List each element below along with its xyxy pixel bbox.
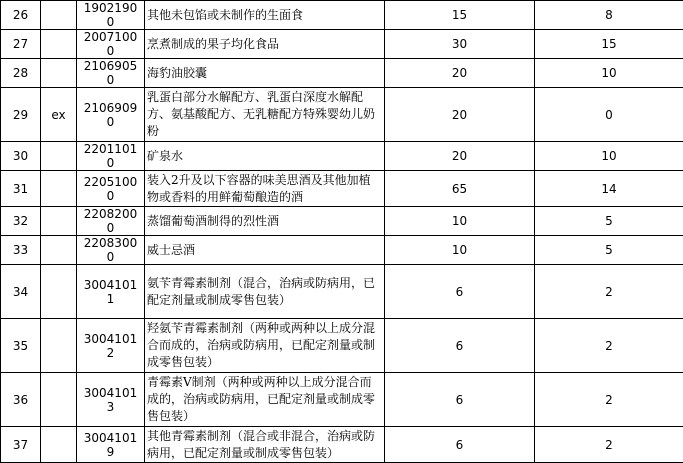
item-description: 烹煮制成的果子均化食品 [145, 30, 385, 59]
rate-new: 2 [535, 373, 683, 427]
ex-marker [41, 30, 77, 59]
rate-original: 65 [385, 171, 535, 207]
rate-new: 15 [535, 30, 683, 59]
rate-original: 15 [385, 1, 535, 30]
ex-marker [41, 427, 77, 463]
item-description: 海豹油胶囊 [145, 59, 385, 88]
rate-original: 10 [385, 207, 535, 236]
ex-marker: ex [41, 88, 77, 142]
item-description: 乳蛋白部分水解配方、乳蛋白深度水解配方、氨基酸配方、无乳糖配方特殊婴幼儿奶粉 [145, 88, 385, 142]
item-description: 威士忌酒 [145, 236, 385, 265]
rate-original: 20 [385, 142, 535, 171]
ex-marker [41, 142, 77, 171]
row-number: 28 [1, 59, 41, 88]
rate-new: 14 [535, 171, 683, 207]
row-number: 26 [1, 1, 41, 30]
item-description: 氨苄青霉素制剂（混合，治病或防病用，已配定剂量或制成零售包装） [145, 265, 385, 319]
row-number: 27 [1, 30, 41, 59]
row-number: 33 [1, 236, 41, 265]
table-row [1, 427, 683, 463]
ex-marker [41, 265, 77, 319]
ex-marker [41, 236, 77, 265]
rate-new: 2 [535, 427, 683, 463]
rate-original: 20 [385, 88, 535, 142]
item-description: 矿泉水 [145, 142, 385, 171]
row-number: 34 [1, 265, 41, 319]
row-number: 32 [1, 207, 41, 236]
ex-marker [41, 319, 77, 373]
table-row [1, 373, 683, 427]
item-description: 青霉素V制剂（两种或两种以上成分混合而成的，治病或防病用，已配定剂量或制成零售包装） [145, 373, 385, 427]
ex-marker [41, 207, 77, 236]
table-row [1, 207, 683, 236]
row-number: 37 [1, 427, 41, 463]
rate-new: 5 [535, 236, 683, 265]
item-description: 其他青霉素制剂（混合或非混合，治病或防病用，已配定剂量或制成零售包装） [145, 427, 385, 463]
rate-original: 6 [385, 373, 535, 427]
tariff-code: 22082000 [77, 207, 145, 236]
rate-original: 6 [385, 265, 535, 319]
rate-new: 10 [535, 142, 683, 171]
row-number: 35 [1, 319, 41, 373]
ex-marker [41, 59, 77, 88]
rate-new: 0 [535, 88, 683, 142]
rate-original: 20 [385, 59, 535, 88]
tariff-code: 30041019 [77, 427, 145, 463]
item-description: 装入2升及以下容器的味美思酒及其他加植物或香料的用鲜葡萄酿造的酒 [145, 171, 385, 207]
rate-new: 10 [535, 59, 683, 88]
item-description: 其他未包馅或未制作的生面食 [145, 1, 385, 30]
tariff-code: 19021900 [77, 1, 145, 30]
table-row [1, 142, 683, 171]
tariff-code: 22011010 [77, 142, 145, 171]
item-description: 蒸馏葡萄酒制得的烈性酒 [145, 207, 385, 236]
ex-marker [41, 171, 77, 207]
tariff-code: 30041012 [77, 319, 145, 373]
tariff-code: 22083000 [77, 236, 145, 265]
rate-new: 5 [535, 207, 683, 236]
tariff-code: 30041013 [77, 373, 145, 427]
table-row [1, 88, 683, 142]
row-number: 30 [1, 142, 41, 171]
table-row [1, 59, 683, 88]
rate-original: 30 [385, 30, 535, 59]
rate-new: 2 [535, 265, 683, 319]
tariff-code: 21069090 [77, 88, 145, 142]
tariff-table-body [1, 1, 683, 463]
ex-marker [41, 373, 77, 427]
tariff-code: 30041011 [77, 265, 145, 319]
row-number: 36 [1, 373, 41, 427]
table-row [1, 236, 683, 265]
table-row [1, 171, 683, 207]
table-row [1, 319, 683, 373]
tariff-code: 21069050 [77, 59, 145, 88]
tariff-code: 22051000 [77, 171, 145, 207]
item-description: 羟氨苄青霉素制剂（两种或两种以上成分混合而成的，治病或防病用，已配定剂量或制成零售包装） [145, 319, 385, 373]
rate-original: 6 [385, 319, 535, 373]
ex-marker [41, 1, 77, 30]
row-number: 31 [1, 171, 41, 207]
rate-new: 2 [535, 319, 683, 373]
table-row [1, 1, 683, 30]
rate-new: 8 [535, 1, 683, 30]
rate-original: 6 [385, 427, 535, 463]
table-row [1, 265, 683, 319]
rate-original: 10 [385, 236, 535, 265]
row-number: 29 [1, 88, 41, 142]
tariff-code: 20071000 [77, 30, 145, 59]
table-row [1, 30, 683, 59]
